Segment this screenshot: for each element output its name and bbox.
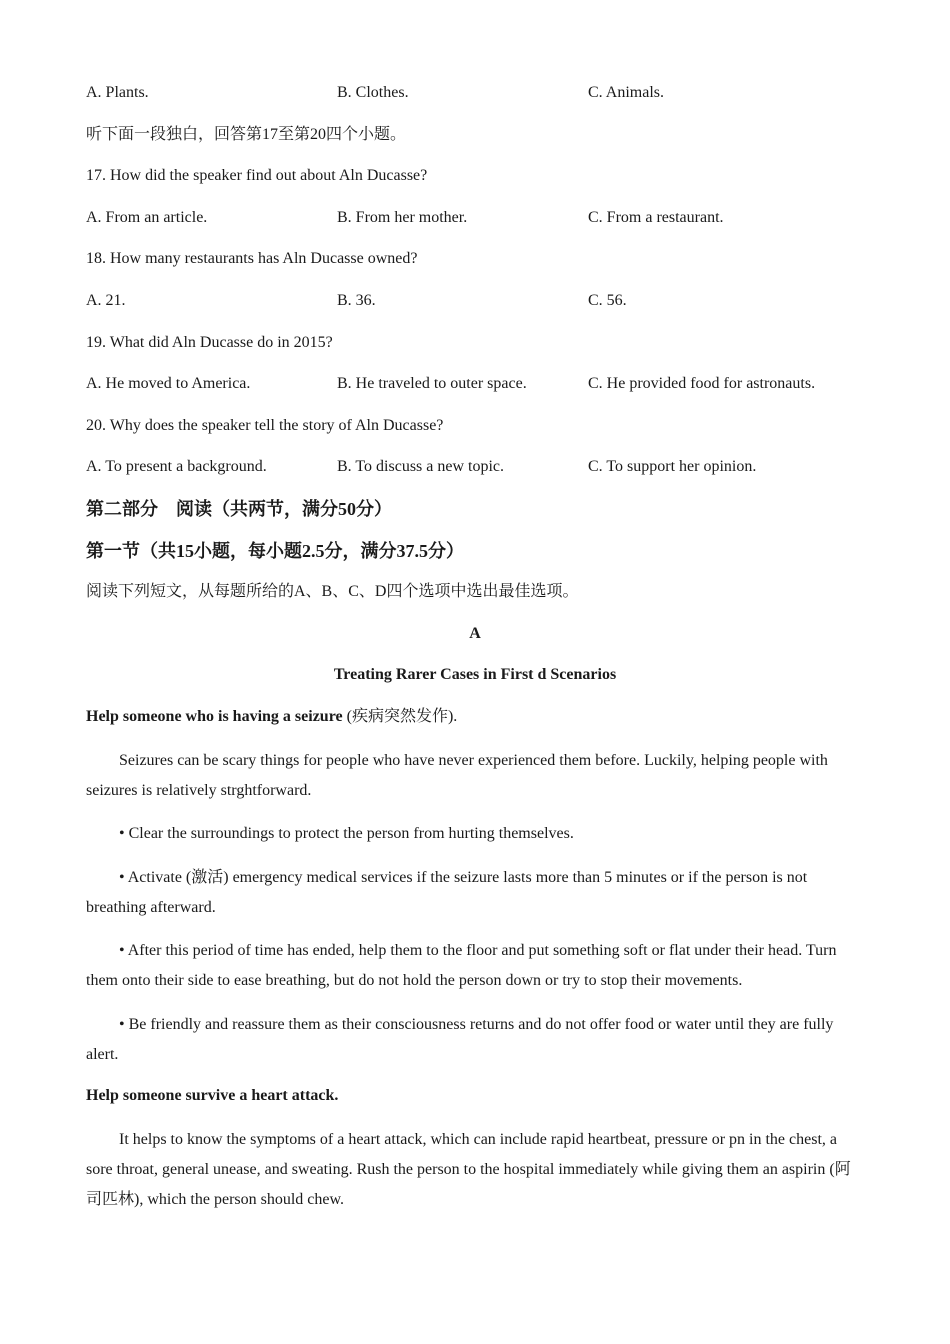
heart-attack-body: It helps to know the symptoms of a heart attack, which can include rapid heartbeat, pressure or pn in the chest, a sore throat, general unease, and sweating. Rush the person to the hospital immediately while giving them an aspirin (阿司匹林), which the person should chew. [86,1131,851,1209]
seizure-bullet-4: • Be friendly and reassure them as their consciousness returns and do not offer food or water until they are fully alert. [86,1015,834,1063]
seizure-heading-line [86,702,864,744]
q19-options [86,369,864,411]
q17-option-b[interactable]: B. From her mother. [337,208,468,226]
seizure-bullet-3: • After this period of time has ended, help them to the floor and put something soft or flat under their head. Turn them onto their side to ease breathing, but do not hold the person down or try to stop their movements. [86,942,837,990]
q19-option-c[interactable]: C. He provided food for astronauts. [588,375,816,393]
q20-option-a[interactable]: A. To present a background. [86,458,267,476]
seizure-bullet-1: • Clear the surroundings to protect the person from hurting themselves. [119,825,574,843]
q18-option-c[interactable]: C. 56. [588,291,627,309]
section1-heading: 第一节（共15小题，每小题2.5分，满分37.5分） [86,540,464,561]
q16-option-a[interactable]: A. Plants. [86,84,149,101]
q16-option-b[interactable]: B. Clothes. [337,84,409,101]
q16-option-c[interactable]: C. Animals. [588,84,665,101]
q17-options [86,203,864,245]
q17-option-c[interactable]: C. From a restaurant. [588,208,724,226]
q18-stem: 18. How many restaurants has Aln Ducasse owned? [86,250,418,268]
q19-stem: 19. What did Aln Ducasse do in 2015? [86,333,333,351]
q16-options [86,78,864,120]
q20-option-b[interactable]: B. To discuss a new topic. [337,458,505,476]
part2-heading: 第二部分 阅读（共两节，满分50分） [86,498,392,519]
reading-instructions: 阅读下列短文，从每题所给的A、B、C、D四个选项中选出最佳选项。 [86,583,579,601]
seizure-heading: Help someone who is having a seizure [86,707,343,725]
passage-label: A [469,624,481,642]
q20-stem: 20. Why does the speaker tell the story of Aln Ducasse? [86,416,444,434]
q18-option-a[interactable]: A. 21. [86,291,126,309]
seizure-bullet-2: • Activate (激活) emergency medical services if the seizure lasts more than 5 minutes or if the person is not breathing afterward. [86,868,808,916]
q19-option-a[interactable]: A. He moved to America. [86,375,251,393]
q19-option-b[interactable]: B. He traveled to outer space. [337,375,527,393]
q20-options [86,452,864,494]
exam-page [86,78,864,1227]
seizure-heading-gloss: (疾病突然发作). [342,707,458,725]
q18-options [86,286,864,328]
q17-stem: 17. How did the speaker find out about Aln Ducasse? [86,167,428,185]
heart-attack-heading: Help someone survive a heart attack. [86,1087,339,1105]
passage-title: Treating Rarer Cases in First d Scenarios [333,666,617,684]
q17-option-a[interactable]: A. From an article. [86,208,208,226]
q20-option-c[interactable]: C. To support her opinion. [588,458,757,476]
seizure-intro: Seizures can be scary things for people who have never experienced them before. Luckily, helping people with seizures is relatively strghtforward. [86,751,828,799]
monologue-intro: 听下面一段独白，回答第17至第20四个小题。 [86,125,407,143]
q18-option-b[interactable]: B. 36. [337,291,376,309]
